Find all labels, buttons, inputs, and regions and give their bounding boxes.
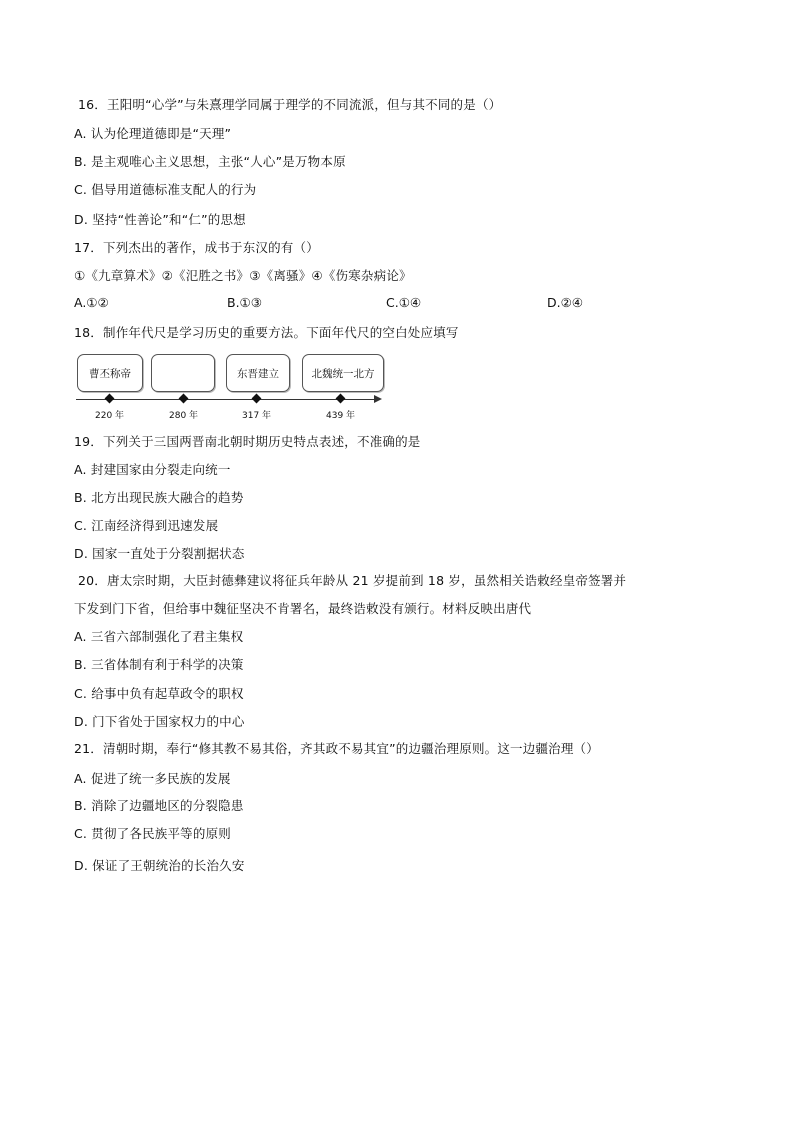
q20-option-b: B. 三省体制有利于科学的决策	[74, 657, 244, 672]
timeline-box-4: 北魏统一北方	[302, 354, 384, 392]
timeline-arrow-icon	[374, 395, 382, 403]
timeline-year-4: 439 年	[326, 411, 356, 421]
q17-stem: 17．下列杰出的著作，成书于东汉的有（）	[74, 240, 319, 255]
q18-stem: 18．制作年代尺是学习历史的重要方法。下面年代尺的空白处应填写	[74, 325, 459, 340]
timeline-box-1: 曹丕称帝	[77, 354, 143, 392]
timeline-figure	[74, 352, 394, 424]
q19-option-d: D. 国家一直处于分裂割据状态	[74, 546, 245, 561]
timeline-year-2: 280 年	[169, 411, 199, 421]
q20-option-c: C. 给事中负有起草政令的职权	[74, 686, 244, 701]
q20-option-a: A. 三省六部制强化了君主集权	[74, 629, 244, 644]
timeline-marker-1	[105, 394, 115, 404]
timeline-box-blank	[151, 354, 215, 392]
q16-option-a: A. 认为伦理道德即是“天理”	[74, 126, 232, 141]
q17-option-b: B.①③	[227, 295, 262, 310]
q21-stem: 21．清朝时期，奉行“修其教不易其俗，齐其政不易其宜”的边疆治理原则。这一边疆治理（）	[74, 741, 599, 756]
q21-option-c: C. 贯彻了各民族平等的原则	[74, 826, 231, 841]
q20-stem-line1: 20．唐太宗时期，大臣封德彝建议将征兵年龄从 21 岁提前到 18 岁，虽然相关诰敕经皇帝签署并	[78, 573, 627, 588]
q21-option-a: A. 促进了统一多民族的发展	[74, 771, 231, 786]
timeline-marker-2	[179, 394, 189, 404]
timeline-year-1: 220 年	[95, 411, 125, 421]
q19-stem: 19．下列关于三国两晋南北朝时期历史特点表述，不准确的是	[74, 434, 421, 449]
q20-stem-line2: 下发到门下省，但给事中魏征坚决不肯署名，最终诰敕没有颁行。材料反映出唐代	[74, 601, 532, 616]
timeline-marker-4	[336, 394, 346, 404]
q20-option-d: D. 门下省处于国家权力的中心	[74, 714, 245, 729]
timeline-box-3: 东晋建立	[226, 354, 290, 392]
q19-option-c: C. 江南经济得到迅速发展	[74, 518, 219, 533]
q16-stem: 16．王阳明“心学”与朱熹理学同属于理学的不同流派，但与其不同的是（）	[78, 97, 502, 112]
q21-option-d: D. 保证了王朝统治的长治久安	[74, 858, 245, 873]
timeline-year-3: 317 年	[242, 411, 272, 421]
q17-option-a: A.①②	[74, 295, 109, 310]
q16-option-c: C. 倡导用道德标准支配人的行为	[74, 182, 257, 197]
q16-option-d: D. 坚持“性善论”和“仁”的思想	[74, 212, 246, 227]
timeline-axis	[76, 399, 376, 400]
q17-option-d: D.②④	[547, 295, 584, 310]
q16-option-b: B. 是主观唯心主义思想，主张“人心”是万物本原	[74, 154, 346, 169]
q19-option-b: B. 北方出现民族大融合的趋势	[74, 490, 244, 505]
q21-option-b: B. 消除了边疆地区的分裂隐患	[74, 798, 244, 813]
q17-option-c: C.①④	[386, 295, 422, 310]
timeline-marker-3	[252, 394, 262, 404]
q17-items: ①《九章算术》②《氾胜之书》③《离骚》④《伤寒杂病论》	[74, 268, 412, 283]
q19-option-a: A. 封建国家由分裂走向统一	[74, 462, 231, 477]
q17-options-row	[74, 295, 634, 311]
